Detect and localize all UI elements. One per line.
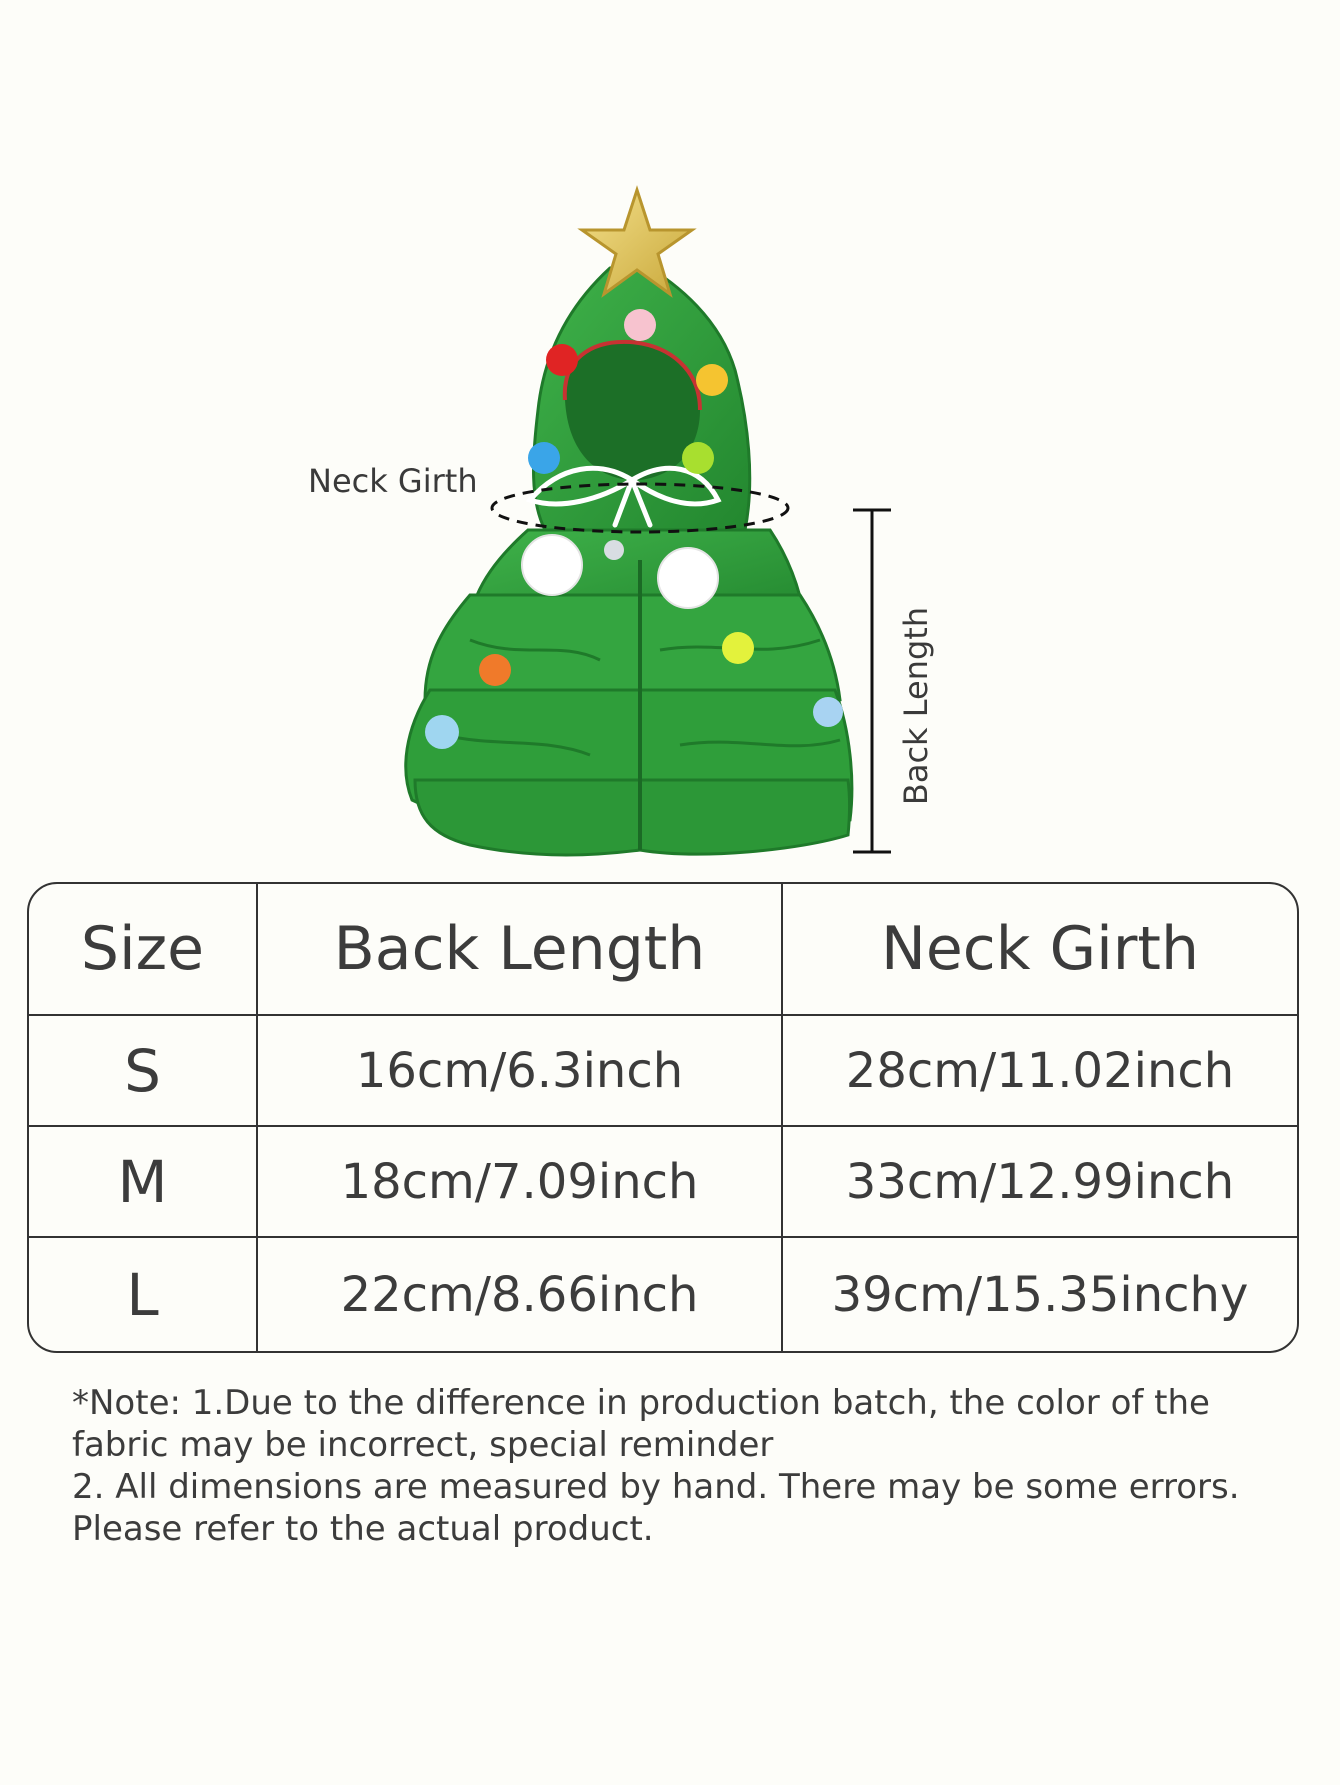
back-length-cell: 18cm/7.09inch [258,1127,783,1238]
size-cell: S [29,1016,258,1127]
table-row [29,1016,1297,1127]
size-cell: M [29,1127,258,1238]
size-chart-table [27,882,1299,1353]
note-text [72,1382,1272,1550]
costume-illustration [0,0,1340,880]
back-length-marker [853,510,891,852]
back-length-label: Back Length [897,606,935,806]
size-cell: L [29,1238,258,1351]
table-row [29,1238,1297,1351]
header-neck-girth: Neck Girth [783,884,1297,1016]
table-row [29,1127,1297,1238]
back-length-cell: 16cm/6.3inch [258,1016,783,1127]
neck-girth-cell: 28cm/11.02inch [783,1016,1297,1127]
product-figure [0,0,1340,880]
note-line-2: 2. All dimensions are measured by hand. There may be some errors. Please refer to the actual product. [72,1467,1240,1549]
note-line-1: *Note: 1.Due to the difference in production batch, the color of the fabric may be incorrect, special reminder [72,1383,1210,1465]
header-size: Size [29,884,258,1016]
costume-skirt [406,530,852,855]
costume-hood [534,262,750,530]
neck-girth-label: Neck Girth [308,462,478,500]
header-back-length: Back Length [258,884,783,1016]
back-length-cell: 22cm/8.66inch [258,1238,783,1351]
table-header-row [29,884,1297,1016]
neck-girth-cell: 39cm/15.35inchy [831,1266,1249,1323]
neck-girth-cell: 33cm/12.99inch [783,1127,1297,1238]
